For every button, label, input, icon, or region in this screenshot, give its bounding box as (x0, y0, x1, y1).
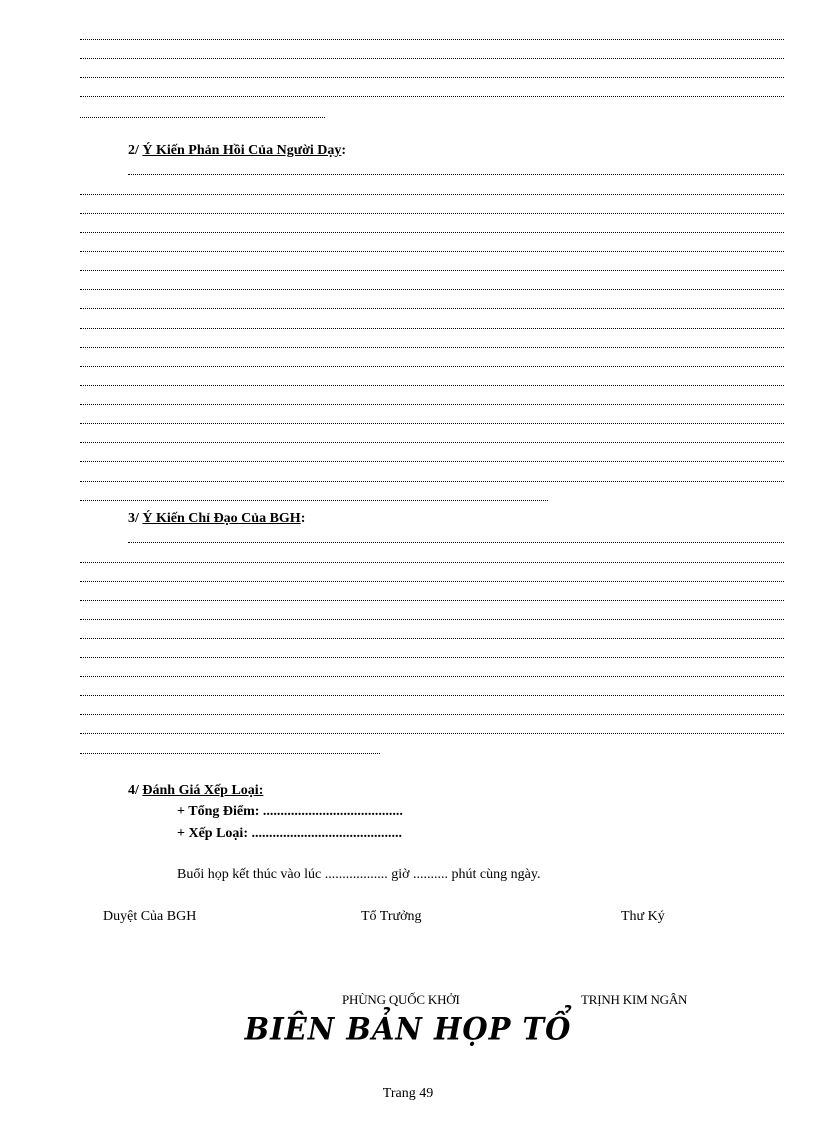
dotted-line (80, 39, 784, 40)
dotted-line (80, 328, 784, 329)
dotted-line (80, 404, 784, 405)
dotted-line (80, 638, 784, 639)
dotted-line (80, 423, 784, 424)
section-title: Ý Kiến Phản Hồi Của Người Dạy (142, 143, 342, 158)
section-colon: : (341, 143, 347, 158)
classification-line: + Xếp Loại: ........................................... (177, 826, 402, 841)
dotted-line (80, 581, 784, 582)
signature-head: Tổ Trưởng (361, 909, 422, 924)
dotted-line (80, 695, 784, 696)
section-number: 4/ (128, 783, 139, 798)
dotted-line (80, 77, 784, 78)
section-heading-direction (128, 511, 305, 527)
signature-bgh: Duyệt Của BGH (103, 909, 197, 924)
dotted-line (80, 96, 784, 97)
dotted-line (80, 753, 380, 754)
dotted-line (80, 461, 784, 462)
dotted-line (80, 385, 784, 386)
dotted-line (80, 657, 784, 658)
dotted-line (80, 232, 784, 233)
dotted-line (80, 733, 784, 734)
section-title: Ý Kiến Chỉ Đạo Của BGH (142, 511, 301, 526)
dotted-line (80, 117, 325, 118)
dotted-line (80, 676, 784, 677)
dotted-line (80, 270, 784, 271)
section-heading-feedback (128, 143, 346, 159)
dotted-line (80, 347, 784, 348)
dotted-line (80, 562, 784, 563)
section-number: 2/ (128, 143, 139, 158)
closing-statement: Buổi họp kết thúc vào lúc .................. giờ .......... phút cùng ngày. (177, 867, 541, 882)
section-heading-rating (128, 783, 263, 799)
dotted-line (80, 308, 784, 309)
dotted-line (80, 289, 784, 290)
document-banner: BIÊN BẢN HỌP TỔ (244, 1011, 572, 1047)
section-number: 3/ (128, 511, 139, 526)
head-name: PHÙNG QUỐC KHỞI (342, 992, 460, 1007)
dotted-line (80, 213, 784, 214)
signature-secretary: Thư Ký (621, 909, 665, 924)
dotted-line (80, 442, 784, 443)
section-colon: : (300, 511, 306, 526)
total-score-line: + Tổng Điểm: ........................................ (177, 804, 403, 819)
dotted-line (80, 619, 784, 620)
dotted-line (80, 500, 548, 501)
dotted-line (80, 58, 784, 59)
dotted-line (128, 174, 784, 175)
page-number: Trang 49 (382, 1086, 434, 1101)
dotted-line (80, 251, 784, 252)
dotted-line (128, 542, 784, 543)
dotted-line (80, 600, 784, 601)
secretary-name: TRỊNH KIM NGÂN (581, 992, 688, 1007)
dotted-line (80, 481, 784, 482)
dotted-line (80, 714, 784, 715)
dotted-line (80, 366, 784, 367)
dotted-line (80, 194, 784, 195)
section-title: Đánh Giá Xếp Loại: (142, 783, 264, 798)
